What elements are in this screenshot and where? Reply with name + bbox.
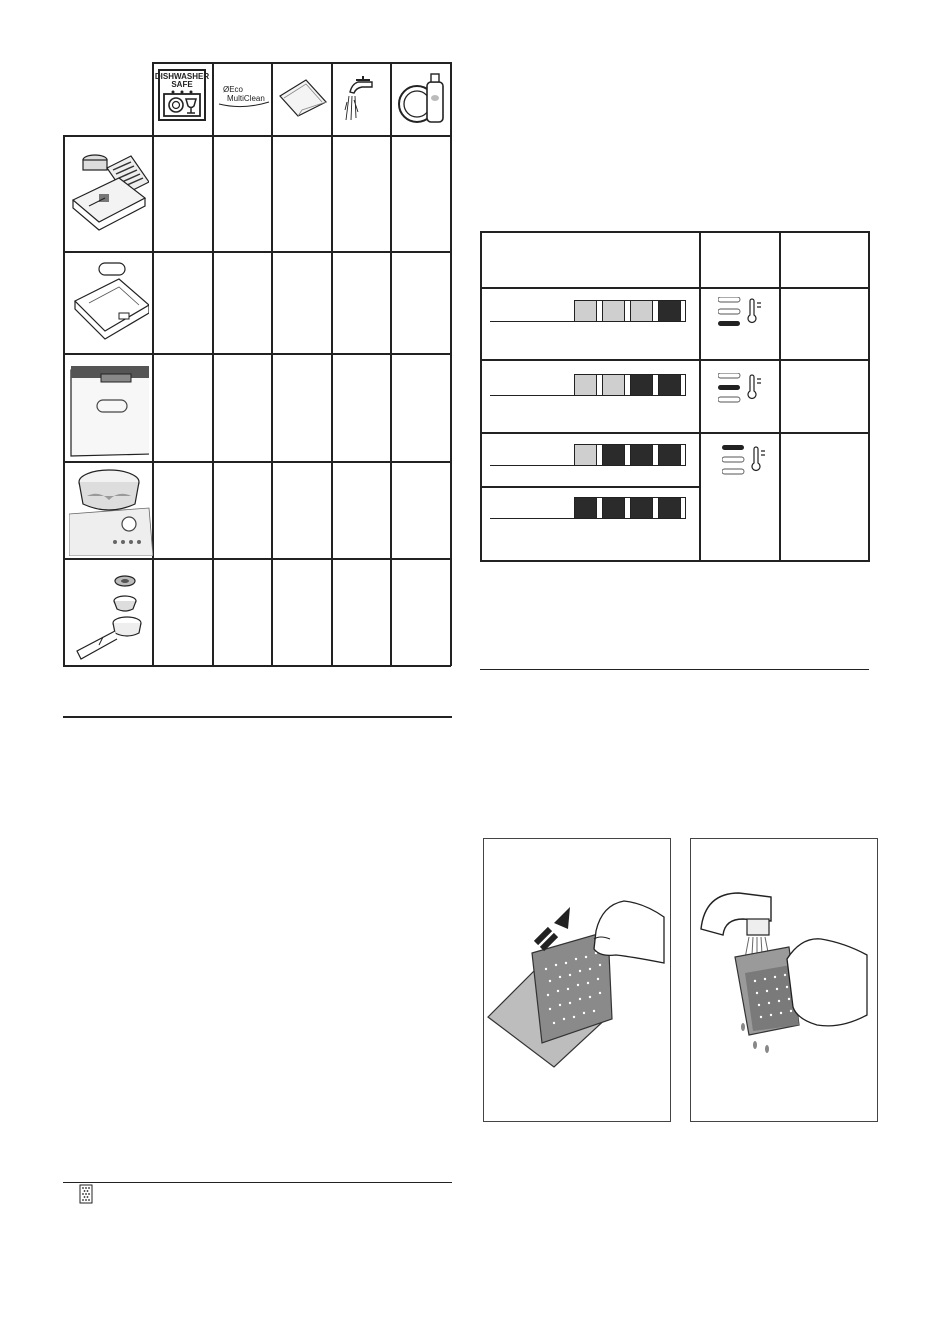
hardness-row-2 [490,374,686,396]
dishwasher-label-2: SAFE [171,80,193,89]
hardness-segment [602,497,625,519]
hardness-segment [630,497,653,519]
remove-filter-from-bag-illustration [483,838,671,1122]
portafilter-image [69,565,153,661]
thermometer-medium-icon [718,373,778,413]
footer-divider [63,1182,452,1183]
eco-multiclean-icon [213,62,273,136]
dishwasher-label-1: DISHWASHER [154,72,210,81]
rinse-filter-under-tap-illustration [690,838,878,1122]
water-filter-icon [78,1183,94,1205]
cleaning-table [63,62,451,666]
hardness-segment [602,444,625,466]
water-tank-image [69,360,149,458]
drip-tray-base-image [69,257,149,349]
bean-hopper-image [69,464,153,556]
section-divider [63,716,452,718]
hardness-segment [658,497,681,519]
hardness-segment [574,444,597,466]
hardness-segment [630,374,653,396]
drip-tray-assembly-image [69,142,149,247]
hardness-segment [602,374,625,396]
hardness-table [480,231,869,562]
hardness-segment [658,374,681,396]
hardness-segment [658,300,681,322]
cloth-icon [272,62,332,136]
dishwasher-safe-icon [153,62,213,136]
tap-water-icon [332,62,392,136]
hardness-segment [574,374,597,396]
eco-label-1: ØEco [223,85,244,94]
eco-label-2: MultiClean [227,94,265,103]
hardness-segment [658,444,681,466]
hardness-segment [602,300,625,322]
hardness-segment [630,300,653,322]
hardness-row-3 [490,444,686,466]
right-divider [480,669,869,670]
hardness-segment [630,444,653,466]
thermometer-low-icon [718,297,778,337]
dish-detergent-icon [391,62,451,136]
hardness-row-4 [490,497,686,519]
hardness-row-1 [490,300,686,322]
thermometer-high-icon [722,445,782,485]
hardness-segment [574,497,597,519]
hardness-segment [574,300,597,322]
